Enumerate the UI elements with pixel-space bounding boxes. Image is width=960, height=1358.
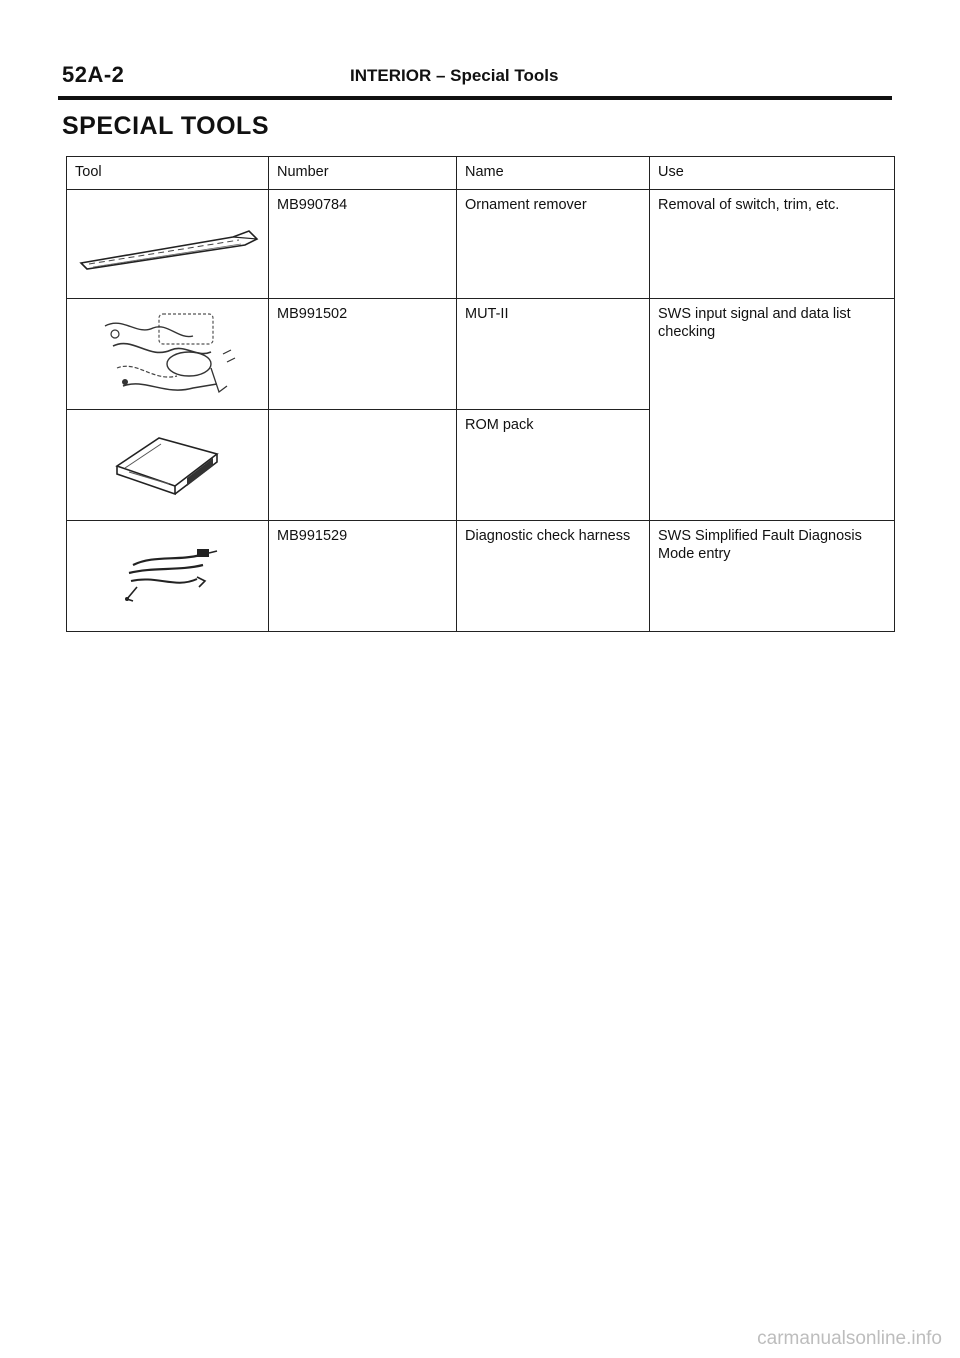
tool-number [269, 410, 457, 521]
page-number: 52A-2 [62, 62, 125, 87]
table-row [67, 521, 895, 632]
table-row [67, 190, 895, 299]
tool-number: MB991502 [269, 299, 457, 410]
column-header-name: Name [457, 157, 650, 190]
tool-name: Ornament remover [457, 190, 650, 299]
tool-name: Diagnostic check harness [457, 521, 650, 632]
tool-number: MB991529 [269, 521, 457, 632]
tool-name: ROM pack [457, 410, 650, 521]
tool-image-cell [67, 521, 269, 632]
tool-number: MB990784 [269, 190, 457, 299]
running-title: INTERIOR – Special Tools [350, 66, 559, 85]
table-header-row [67, 157, 895, 190]
section-title: SPECIAL TOOLS [62, 112, 270, 140]
mut-ii-kit-icon [93, 306, 243, 402]
tool-image-cell [67, 410, 269, 521]
diagnostic-harness-icon [113, 541, 223, 611]
table-row [67, 299, 895, 410]
tool-use: SWS Simplified Fault Diagnosis Mode entry [650, 521, 895, 632]
tool-use: SWS input signal and data list checking [650, 299, 895, 521]
page-header [62, 62, 892, 96]
column-header-tool: Tool [67, 157, 269, 190]
tool-use: Removal of switch, trim, etc. [650, 190, 895, 299]
special-tools-table [66, 156, 895, 632]
column-header-number: Number [269, 157, 457, 190]
column-header-use: Use [650, 157, 895, 190]
rom-pack-icon [103, 430, 233, 500]
watermark: carmanualsonline.info [757, 1328, 942, 1349]
ornament-remover-icon [73, 209, 263, 279]
tool-name: MUT-II [457, 299, 650, 410]
tool-image-cell [67, 299, 269, 410]
header-rule [58, 96, 892, 100]
tool-image-cell [67, 190, 269, 299]
